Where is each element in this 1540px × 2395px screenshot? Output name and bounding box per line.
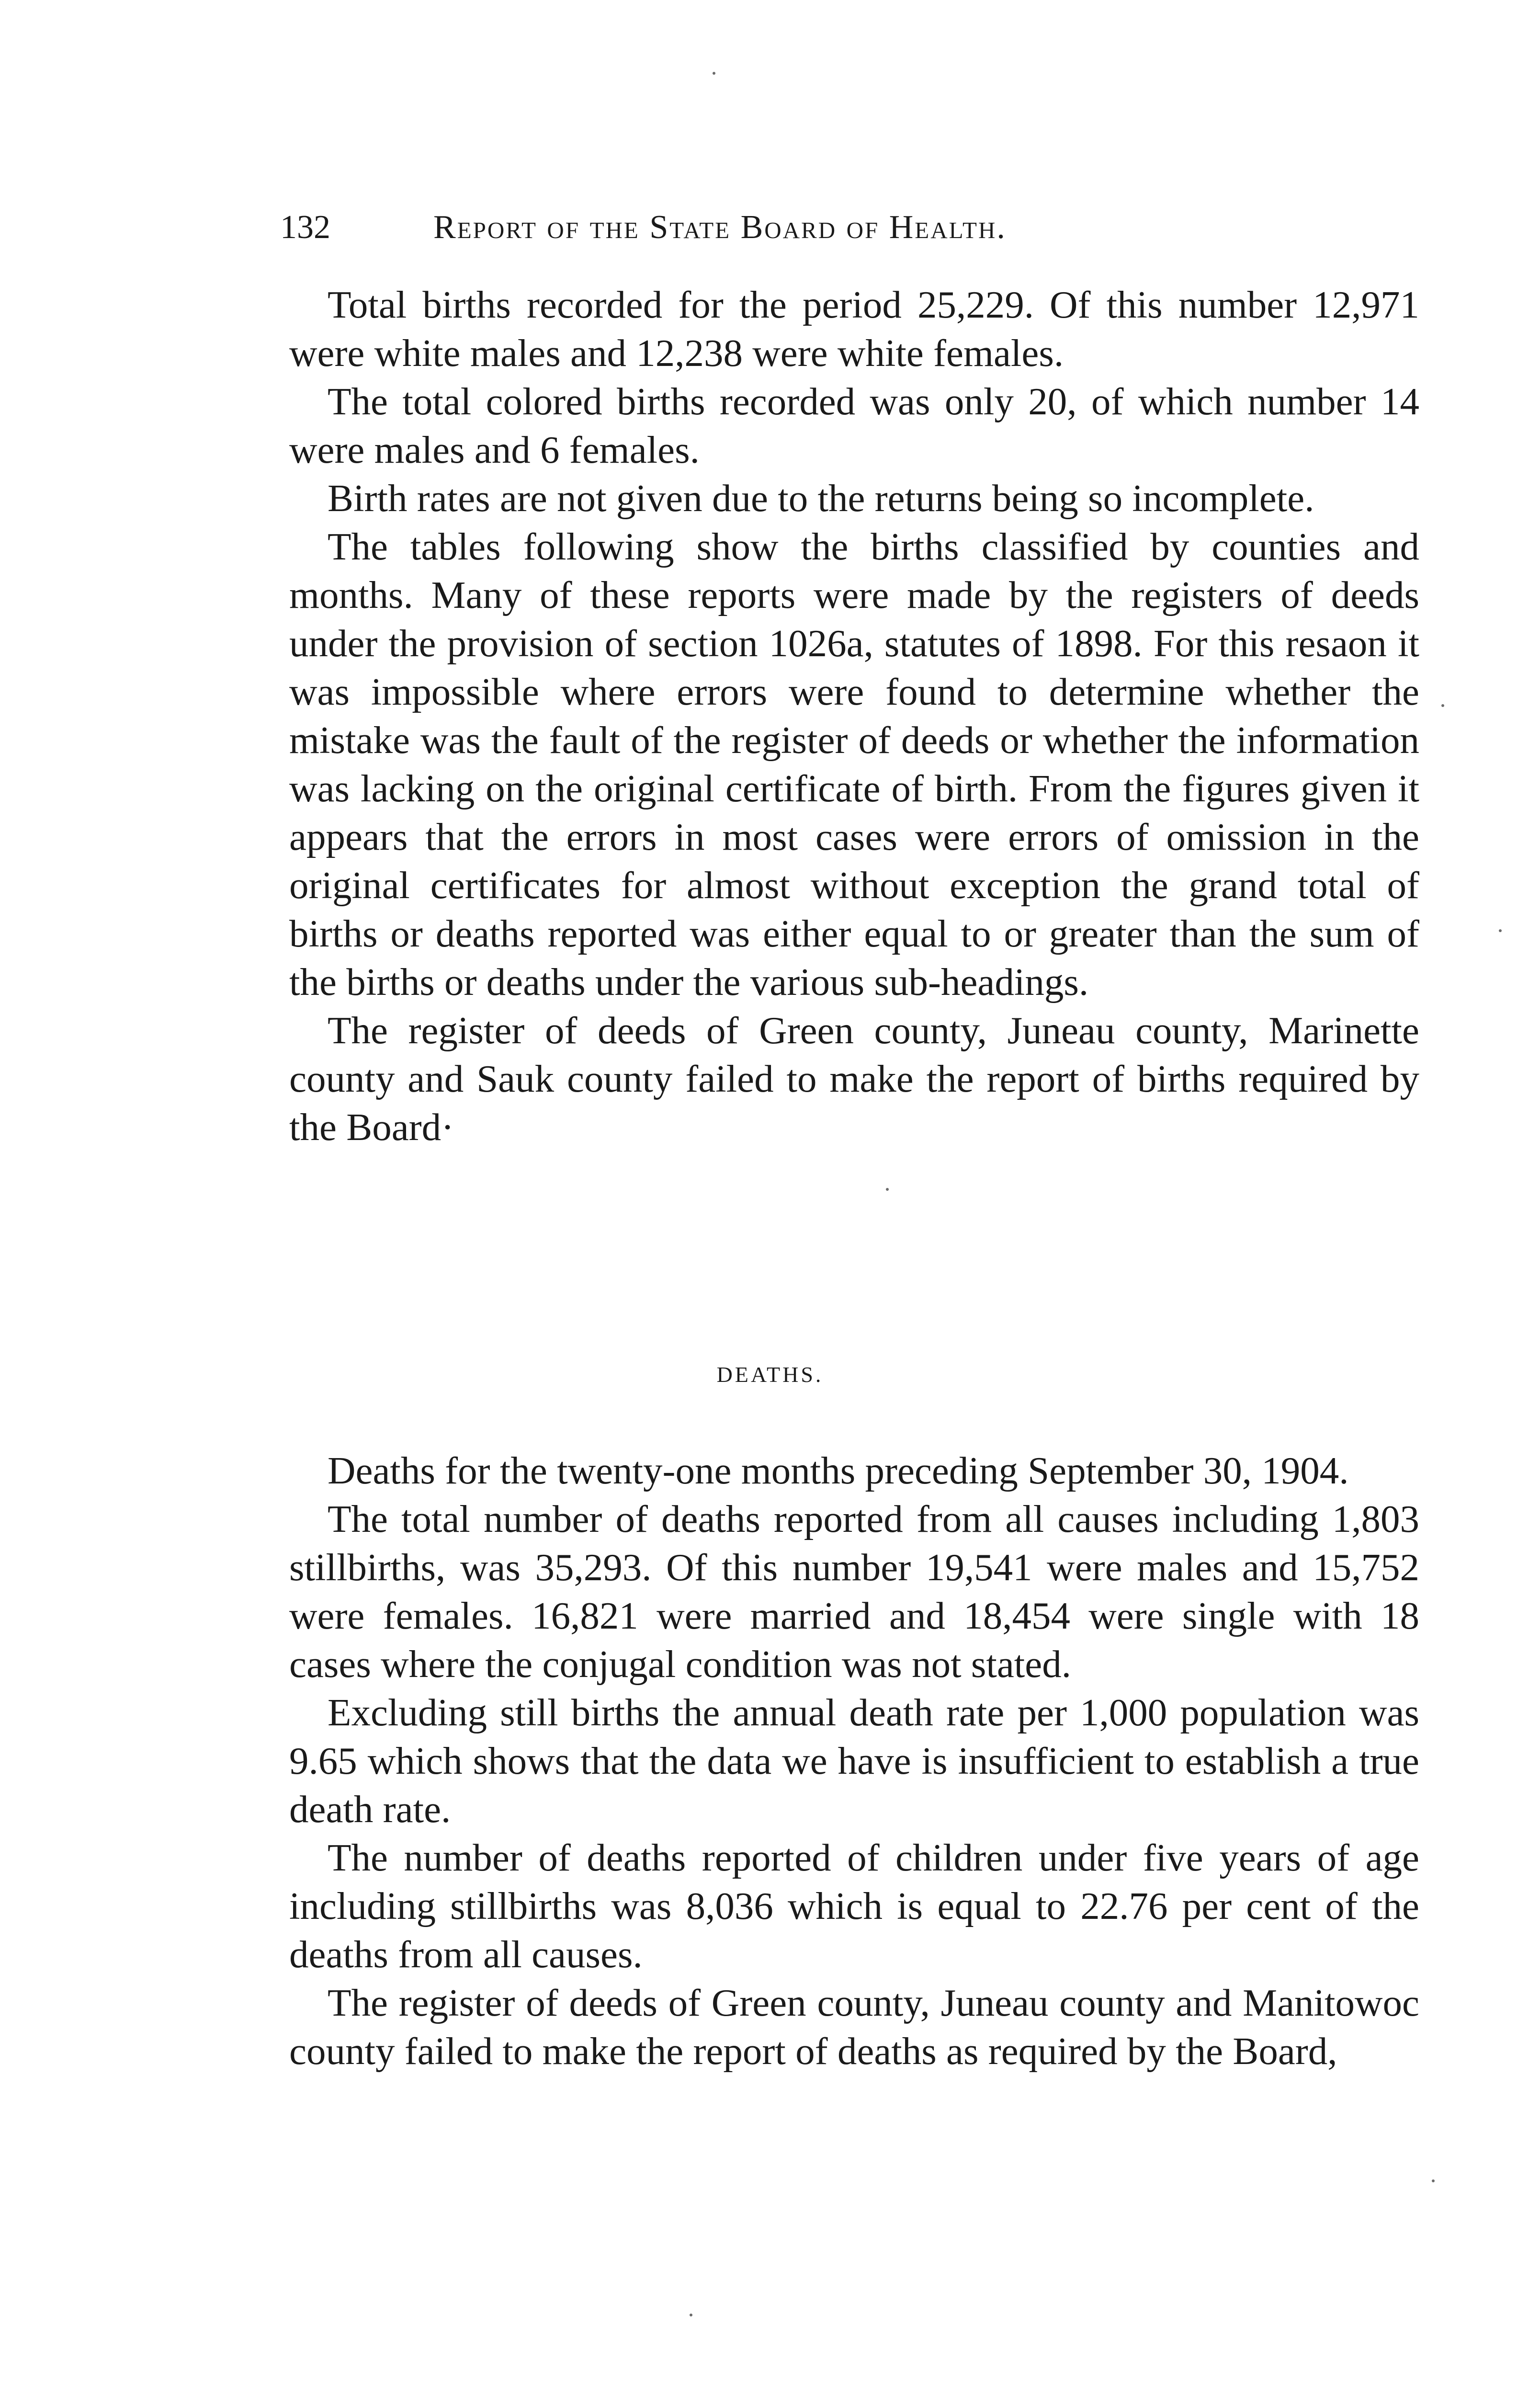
deaths-paragraph: Deaths for the twenty-one months preceding September 30, 1904. bbox=[328, 1449, 1349, 1492]
paper-speck bbox=[713, 72, 715, 75]
paper-speck bbox=[690, 2314, 692, 2316]
paper-speck bbox=[886, 1188, 889, 1191]
births-paragraph: The total colored births recorded was only 20, of which number 14 were males and 6 females. bbox=[289, 380, 1419, 471]
deaths-paragraph: The register of deeds of Green county, Juneau county and Manitowoc county failed to make the report of deaths as required by the Board, bbox=[289, 1981, 1419, 2073]
births-section bbox=[289, 281, 1419, 1152]
deaths-section bbox=[289, 1447, 1419, 2076]
paper-speck bbox=[1432, 2179, 1435, 2182]
deaths-paragraph: Excluding still births the annual death rate per 1,000 population was 9.65 which shows that the data we have is insufficient to establish a true death rate. bbox=[289, 1691, 1419, 1831]
deaths-paragraph: The total number of deaths reported from all causes including 1,803 stillbirths, was 35,293. Of this number 19,541 were males and 15,752 were females. 16,821 were married and 18,454 were single with 18 cases where the conjugal condition was not stated. bbox=[289, 1497, 1419, 1686]
page-number: 132 bbox=[280, 209, 330, 246]
paper-speck bbox=[1499, 929, 1502, 932]
deaths-paragraph: The number of deaths reported of children under five years of age including stillbirths was 8,036 which is equal to 22.76 per cent of the deaths from all causes. bbox=[289, 1836, 1419, 1976]
running-head bbox=[280, 201, 1276, 254]
deaths-heading: DEATHS. bbox=[716, 1362, 824, 1387]
births-paragraph: Total births recorded for the period 25,229. Of this number 12,971 were white males and 12,238 were white females. bbox=[289, 283, 1419, 375]
births-paragraph: The tables following show the births classified by counties and months. Many of these reports were made by the registers of deeds under the provision of section 1026a, statutes of 1898. For this resaon it was impossible where errors were found to determine whether the mistake was the fault of the register of deeds or whether the information was lacking on the original certificate of birth. From the figures given it appears that the errors in most cases were errors of omission in the original certificates for almost without exception the grand total of births or deaths reported was either equal to or greater than the sum of the births or deaths under the various sub-headings. bbox=[289, 525, 1419, 1004]
births-paragraph: The register of deeds of Green county, Juneau county, Marinette county and Sauk county failed to make the report of births required by the Board· bbox=[289, 1009, 1419, 1149]
running-head-title: Report of the State Board of Health. bbox=[433, 209, 1007, 246]
births-paragraph: Birth rates are not given due to the returns being so incomplete. bbox=[328, 477, 1314, 520]
paper-speck bbox=[1441, 704, 1444, 707]
